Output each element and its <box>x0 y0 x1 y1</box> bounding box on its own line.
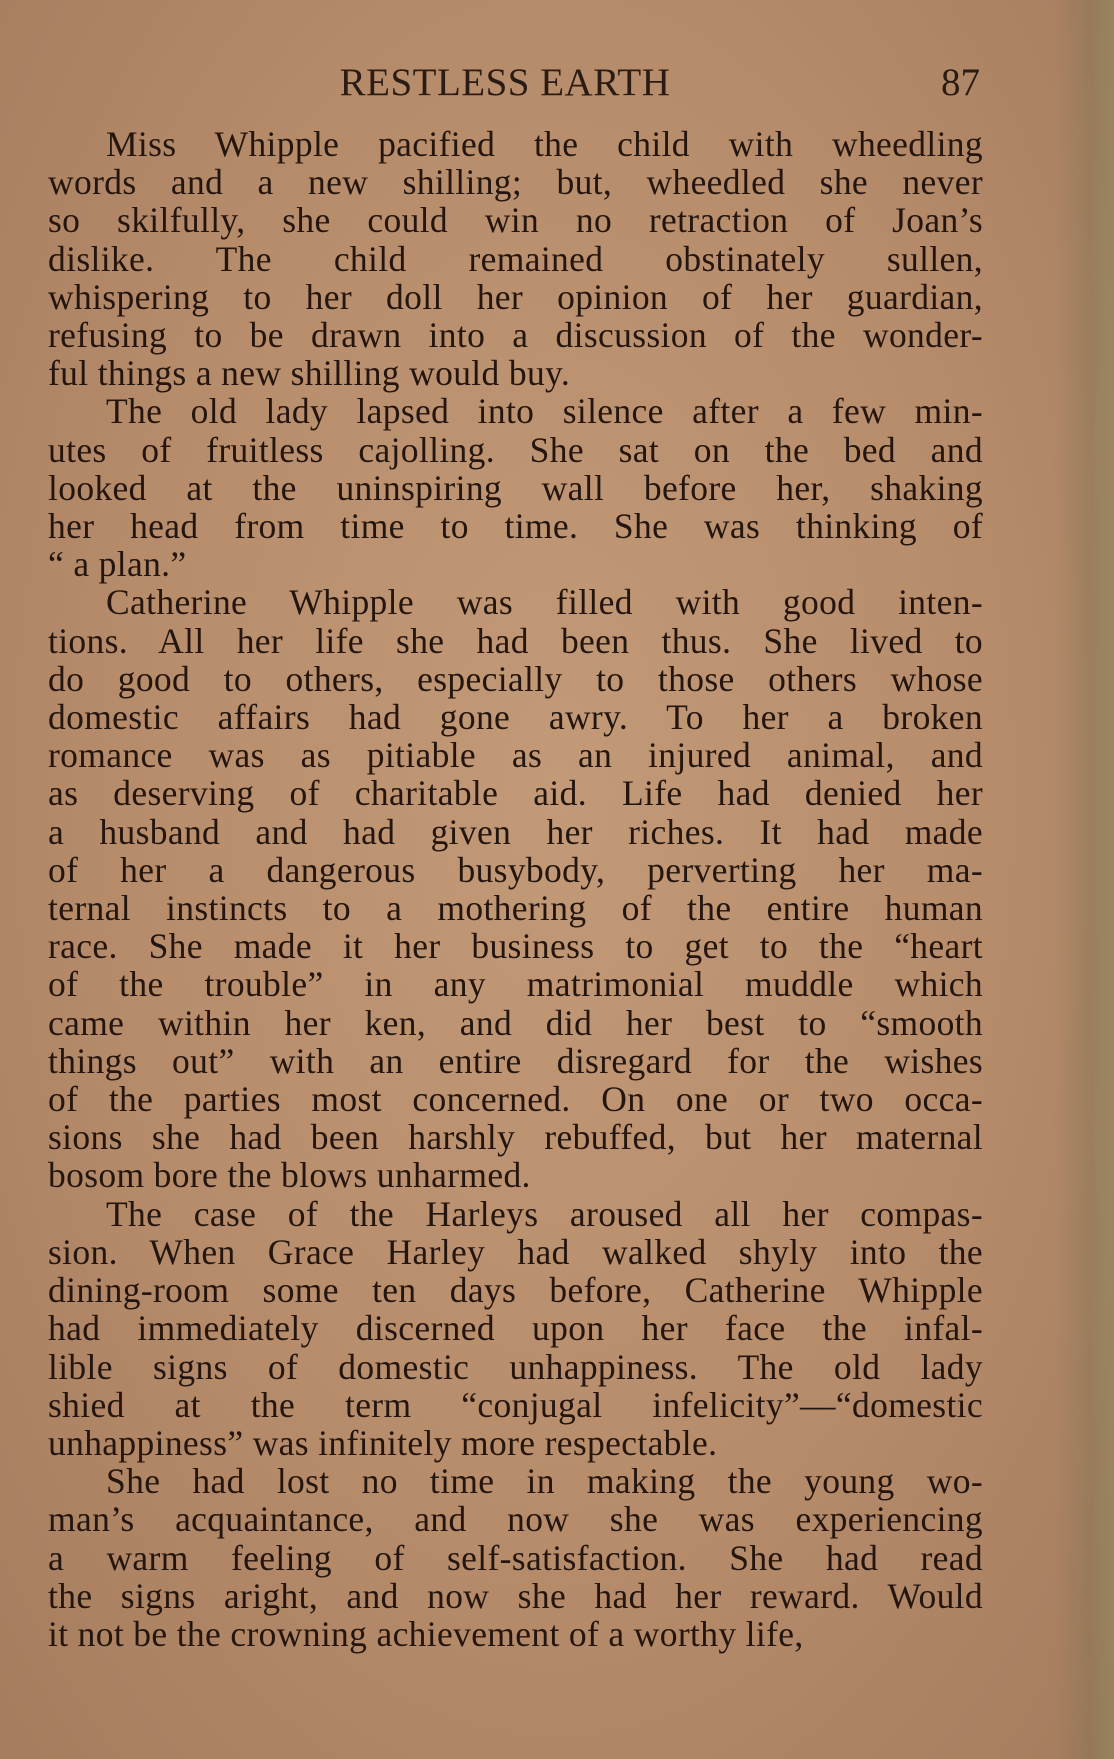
text-line: unhappiness” was infinitely more respectable. <box>48 1422 718 1463</box>
text-line: a husband and had given her riches. It had made <box>48 811 983 852</box>
running-title: RESTLESS EARTH <box>339 61 671 104</box>
text-line: She had lost no time in making the young wo- <box>106 1461 983 1502</box>
text-line: romance was as pitiable as an injured animal, and <box>48 735 983 776</box>
text-line: race. She made it her business to get to the “heart <box>48 926 983 967</box>
text-line: refusing to be drawn into a discussion of the wonder- <box>48 315 983 356</box>
text-line: domestic affairs had gone awry. To her a broken <box>48 697 983 738</box>
text-line: bosom bore the blows unharmed. <box>48 1155 531 1196</box>
body-text <box>48 125 983 1653</box>
text-line: the signs aright, and now she had her reward. Would <box>48 1575 983 1616</box>
text-line: as deserving of charitable aid. Life had denied her <box>48 773 983 814</box>
text-line: shied at the term “conjugal infelicity”—“domestic <box>48 1384 983 1425</box>
text-line: words and a new shilling; but, wheedled she never <box>48 162 983 203</box>
paragraph <box>48 1462 983 1653</box>
text-line: so skilfully, she could win no retraction of Joan’s <box>48 200 983 241</box>
text-line: Catherine Whipple was filled with good inten- <box>106 582 983 623</box>
text-line: man’s acquaintance, and now she was experiencing <box>48 1499 983 1540</box>
text-line: things out” with an entire disregard for the wishes <box>48 1040 983 1081</box>
text-line: had immediately discerned upon her face the infal- <box>48 1308 983 1349</box>
text-line: came within her ken, and did her best to “smooth <box>48 1002 983 1043</box>
paragraph <box>48 125 983 392</box>
text-line: a warm feeling of self-satisfaction. She had read <box>48 1537 983 1578</box>
paragraph <box>48 1195 983 1462</box>
page-number: 87 <box>941 61 980 104</box>
text-line: sion. When Grace Harley had walked shyly into the <box>48 1231 983 1272</box>
text-line: utes of fruitless cajolling. She sat on the bed and <box>48 429 983 470</box>
text-line: of the parties most concerned. On one or two occa- <box>48 1079 983 1120</box>
text-line: of the trouble” in any matrimonial muddle which <box>48 964 983 1005</box>
text-line: “ a plan.” <box>48 544 187 585</box>
paragraph <box>48 392 983 583</box>
text-line: it not be the crowning achievement of a worthy life, <box>48 1613 804 1654</box>
text-line: Miss Whipple pacified the child with wheedling <box>106 124 983 164</box>
text-line: lible signs of domestic unhappiness. The old lady <box>48 1346 983 1387</box>
text-line: of her a dangerous busybody, perverting her ma- <box>48 849 983 890</box>
text-line: her head from time to time. She was thinking of <box>48 506 983 547</box>
text-line: sions she had been harshly rebuffed, but her maternal <box>48 1117 983 1158</box>
text-line: tions. All her life she had been thus. She lived to <box>48 620 983 661</box>
text-line: The old lady lapsed into silence after a few min- <box>106 391 983 432</box>
text-line: ful things a new shilling would buy. <box>48 353 571 394</box>
text-line: ternal instincts to a mothering of the entire human <box>48 888 983 929</box>
text-line: looked at the uninspiring wall before her, shaking <box>48 467 983 508</box>
text-line: do good to others, especially to those others whose <box>48 658 983 699</box>
text-line: dislike. The child remained obstinately sullen, <box>48 238 983 279</box>
running-header <box>50 60 980 110</box>
page-edge-shadow <box>1054 0 1114 1759</box>
text-line: dining-room some ten days before, Catherine Whipple <box>48 1270 983 1311</box>
text-line: The case of the Harleys aroused all her compas- <box>106 1193 983 1234</box>
paragraph <box>48 583 983 1194</box>
text-line: whispering to her doll her opinion of her guardian, <box>48 276 983 317</box>
